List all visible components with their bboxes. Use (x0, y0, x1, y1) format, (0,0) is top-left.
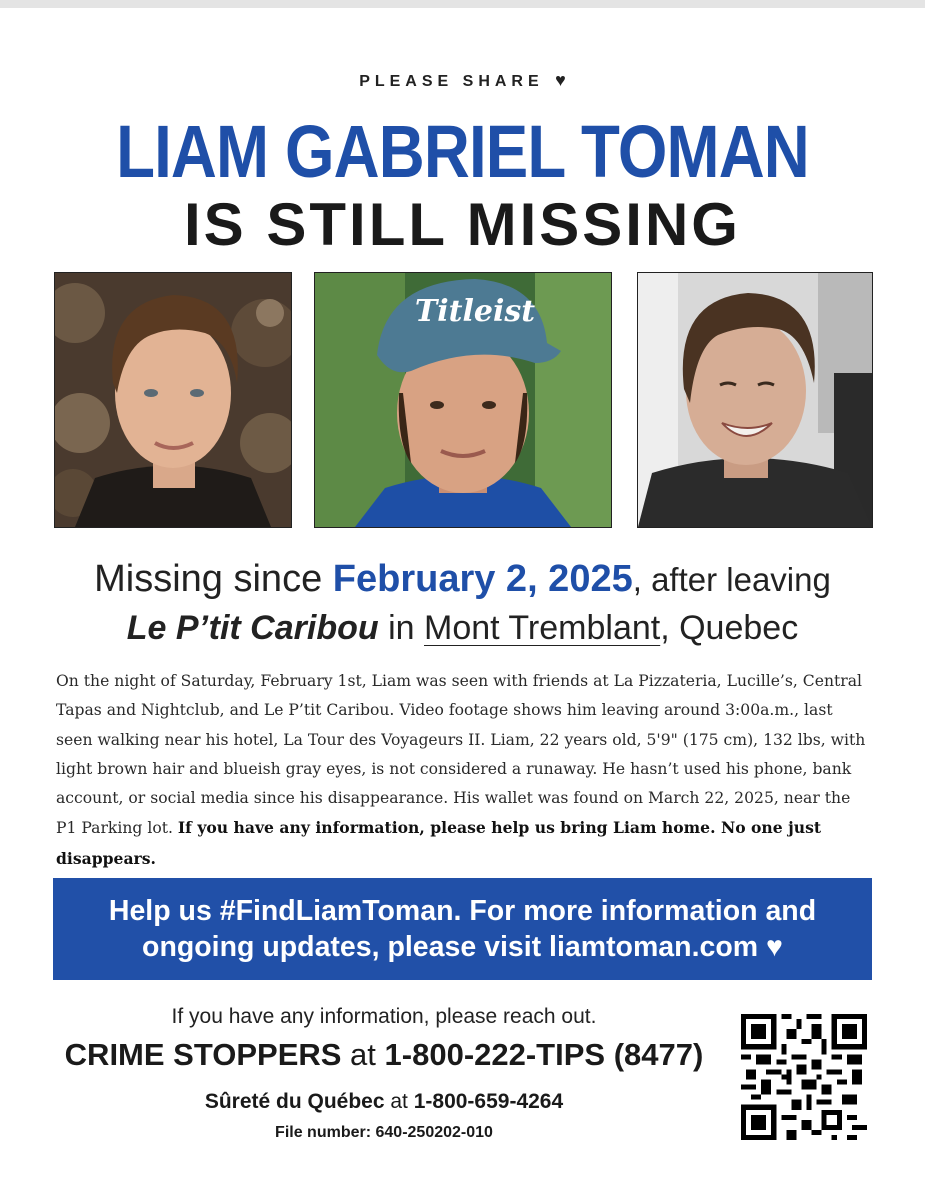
missing-date: February 2, 2025 (332, 558, 633, 600)
missing-since-suffix: , after leaving (632, 561, 831, 598)
file-number: File number: 640-250202-010 (275, 1124, 493, 1141)
last-seen-location (0, 606, 925, 650)
crime-stoppers-at: at (341, 1037, 385, 1072)
bar-name: Le P’tit Caribou (126, 609, 379, 647)
cap-logo-text: Titleist (414, 294, 536, 329)
portrait-photo-2-image (315, 273, 611, 527)
crime-stoppers-phone[interactable]: 1-800-222-TIPS (8477) (384, 1037, 704, 1072)
photo-portrait-1 (54, 272, 292, 528)
portrait-photo-3-image (638, 273, 872, 527)
missing-since-prefix: Missing since (94, 558, 333, 600)
description-emphasis: If you have any information, please help us bring Liam home. No one just disappears. (56, 818, 822, 868)
photo-portrait-3 (637, 272, 873, 528)
description-paragraph (56, 667, 874, 874)
town-name: Mont Tremblant (424, 609, 661, 647)
portrait-photo-1-image (55, 273, 291, 527)
province-name: , Quebec (660, 609, 799, 647)
surete-label: Sûreté du Québec (204, 1090, 385, 1113)
photo-portrait-2 (314, 272, 612, 528)
reach-out-text: If you have any information, please reach out. (171, 1005, 597, 1028)
surete-at: at (384, 1090, 414, 1113)
surete-phone[interactable]: 1-800-659-4264 (413, 1090, 564, 1113)
qr-code-graphic (741, 1014, 867, 1140)
crime-stoppers-line (0, 1037, 768, 1073)
top-edge-bar (0, 0, 925, 8)
crime-stoppers-label: CRIME STOPPERS (64, 1037, 342, 1072)
banner-line-2-wrap (53, 929, 872, 965)
heart-icon: ♥ (766, 931, 783, 963)
please-share-label (0, 70, 925, 91)
find-liam-banner (53, 878, 872, 980)
qr-code-icon[interactable] (741, 1014, 867, 1140)
surete-line (0, 1090, 768, 1114)
banner-line-1: Help us #FindLiamToman. For more information and (108, 895, 817, 927)
missing-person-name: LIAM GABRIEL TOMAN (116, 110, 809, 193)
please-share-text: PLEASE SHARE (359, 73, 544, 90)
missing-since-line (0, 556, 925, 603)
description-text: On the night of Saturday, February 1st, Liam was seen with friends at La Pizzateria, Lucille’s, Central Tapas and Nightclub, and Le P’tit Caribou. Video footage shows him leaving around 3:00a.m., last seen walking near his hotel, La Tour des Voyageurs II. Liam, 22 years old, 5'9" (175 cm), 132 lbs, with light brown hair and blueish gray eyes, is not considered a runaway. He hasn’t used his phone, bank account, or social media since his disappearance. His wallet was found on March 22, 2025, near the P1 Parking lot. (56, 672, 866, 838)
location-in: in (378, 609, 424, 647)
banner-line-2: ongoing updates, please visit liamtoman.com (142, 931, 759, 963)
heart-icon: ♥ (555, 70, 566, 90)
missing-status-headline: IS STILL MISSING (184, 191, 741, 258)
